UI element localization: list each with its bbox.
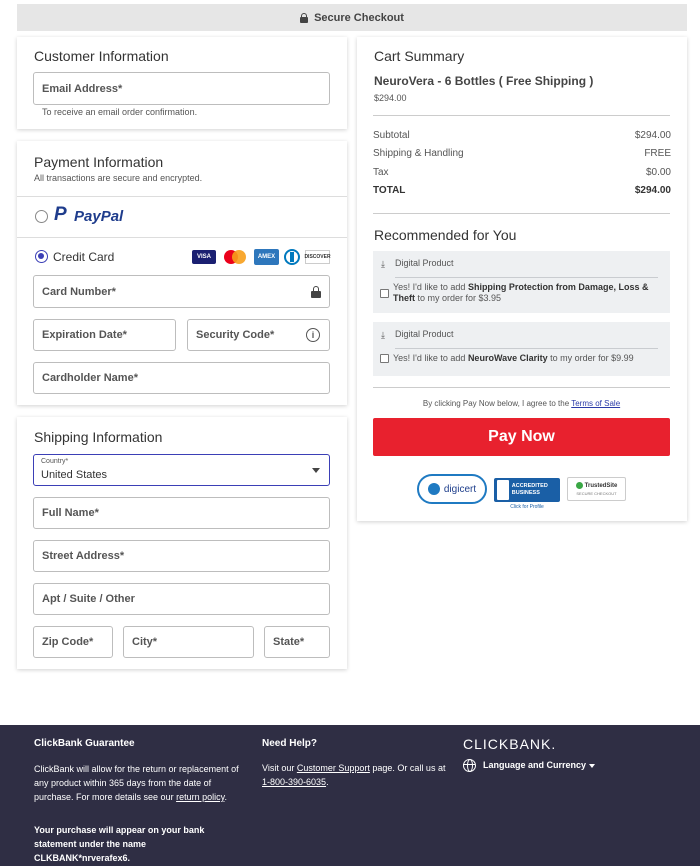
zip-code-field[interactable] — [33, 626, 113, 658]
neurowave-clarity-checkbox[interactable] — [380, 354, 389, 363]
terms-text: By clicking Pay Now below, I agree to the Terms of Sale — [422, 399, 621, 408]
total-row: TOTAL $294.00 — [373, 185, 671, 196]
expiration-date-field[interactable] — [33, 319, 176, 351]
paypal-logo-icon: P — [54, 204, 67, 225]
payment-info-card — [17, 141, 347, 405]
email-hint: To receive an email order confirmation. — [42, 107, 198, 117]
neurowave-clarity-offer: Yes! I'd like to add NeuroWave Clarity to my order for $9.99 — [393, 353, 634, 363]
return-policy-link[interactable]: return policy — [176, 792, 225, 802]
security-code-label: Security Code* — [196, 329, 275, 341]
guarantee-text: ClickBank will allow for the return or replacement of any product within 365 days from the date of purchase. For more details see our return policy. — [34, 764, 239, 802]
help-title: Need Help? — [262, 738, 318, 749]
country-select-label: Country* — [41, 458, 69, 465]
tax-row: Tax $0.00 — [373, 167, 671, 178]
help-text: Visit our Customer Support page. Or call us at 1-800-390-6035. — [262, 763, 446, 787]
bbb-accredited-badge[interactable]: ACCREDITED BUSINESS Click for Profile — [494, 477, 560, 511]
statement-text: Your purchase will appear on your bank statement under the name CLKBANK*nrverafex6. — [34, 825, 205, 863]
footer — [0, 725, 700, 866]
digicert-badge[interactable]: digicert — [417, 474, 487, 504]
cardholder-name-field[interactable] — [33, 362, 330, 394]
credit-card-label: Credit Card — [53, 250, 115, 264]
digital-product-tag: Digital Product — [395, 329, 454, 339]
terms-of-sale-link[interactable]: Terms of Sale — [571, 399, 621, 408]
paypal-option[interactable] — [17, 197, 347, 237]
diners-icon — [284, 249, 300, 265]
globe-icon — [463, 759, 476, 772]
language-currency-label: Language and Currency — [483, 760, 587, 770]
digicert-check-icon — [428, 483, 440, 495]
zip-code-label: Zip Code* — [42, 636, 94, 648]
shipping-protection-offer: Yes! I'd like to add Shipping Protection from Damage, Loss & Theft to my order for $3.95 — [393, 282, 649, 303]
cart-summary-card — [357, 37, 687, 521]
download-icon: ⤓ — [381, 330, 385, 340]
payment-info-title: Payment Information — [34, 154, 164, 170]
secure-checkout-label: Secure Checkout — [314, 11, 404, 24]
lock-icon — [311, 286, 321, 298]
chevron-down-icon — [312, 468, 320, 473]
lock-icon — [300, 13, 308, 22]
secure-checkout-bar — [17, 4, 687, 31]
street-address-field[interactable] — [33, 540, 330, 572]
security-code-field[interactable] — [187, 319, 330, 351]
apt-suite-label: Apt / Suite / Other — [42, 593, 135, 605]
amex-icon: AMEX — [254, 249, 279, 265]
product-name: NeuroVera - 6 Bottles ( Free Shipping ) — [374, 74, 594, 88]
language-currency-selector[interactable] — [463, 758, 603, 774]
shipping-row: Shipping & Handling FREE — [373, 148, 671, 159]
card-number-field[interactable] — [33, 275, 330, 308]
phone-link[interactable]: 1-800-390-6035 — [262, 777, 327, 787]
bbb-torch-icon — [497, 480, 509, 500]
shipping-info-title: Shipping Information — [34, 429, 163, 445]
state-label: State* — [273, 636, 305, 648]
divider — [395, 277, 658, 278]
visa-icon: VISA — [192, 250, 216, 264]
product-price: $294.00 — [374, 93, 407, 103]
trustedsite-badge[interactable]: TrustedSite SECURE CHECKOUT — [567, 477, 626, 501]
credit-card-radio[interactable] — [35, 250, 48, 263]
email-field[interactable] — [33, 72, 330, 105]
divider — [373, 213, 670, 214]
cardholder-name-label: Cardholder Name* — [42, 372, 138, 384]
apt-suite-field[interactable] — [33, 583, 330, 615]
divider — [373, 387, 670, 388]
recommendation-item — [373, 251, 670, 313]
expiration-date-label: Expiration Date* — [42, 329, 127, 341]
payment-info-subtitle: All transactions are secure and encrypted. — [34, 173, 203, 183]
city-label: City* — [132, 636, 158, 648]
email-field-label: Email Address* — [42, 82, 123, 95]
country-select-value: United States — [41, 469, 108, 481]
recommended-title: Recommended for You — [374, 227, 517, 243]
customer-info-title: Customer Information — [34, 48, 169, 64]
shipping-protection-checkbox[interactable] — [380, 289, 389, 298]
chevron-down-icon — [589, 764, 595, 768]
divider — [373, 115, 670, 116]
full-name-label: Full Name* — [42, 507, 99, 519]
mastercard-icon — [223, 249, 247, 265]
clickbank-logo: CLICKBANK. — [463, 736, 557, 752]
paypal-radio[interactable] — [35, 210, 48, 223]
state-field[interactable] — [264, 626, 330, 658]
discover-icon: DISCOVER — [305, 250, 330, 264]
shipping-info-card — [17, 417, 347, 669]
guarantee-title: ClickBank Guarantee — [34, 738, 135, 749]
customer-support-link[interactable]: Customer Support — [296, 763, 370, 773]
full-name-field[interactable] — [33, 497, 330, 529]
card-number-label: Card Number* — [42, 285, 116, 298]
city-field[interactable] — [123, 626, 254, 658]
cart-summary-title: Cart Summary — [374, 48, 465, 64]
check-icon — [576, 482, 583, 489]
paypal-label: PayPal — [74, 208, 124, 225]
divider — [395, 348, 658, 349]
download-icon: ⤓ — [381, 259, 385, 269]
pay-now-button[interactable]: Pay Now — [373, 418, 670, 456]
recommendation-item — [373, 322, 670, 376]
subtotal-row: Subtotal $294.00 — [373, 130, 671, 141]
street-address-label: Street Address* — [42, 550, 125, 562]
digital-product-tag: Digital Product — [395, 258, 454, 268]
country-select[interactable] — [33, 454, 330, 486]
customer-info-card — [17, 37, 347, 129]
info-icon[interactable]: i — [306, 328, 320, 342]
